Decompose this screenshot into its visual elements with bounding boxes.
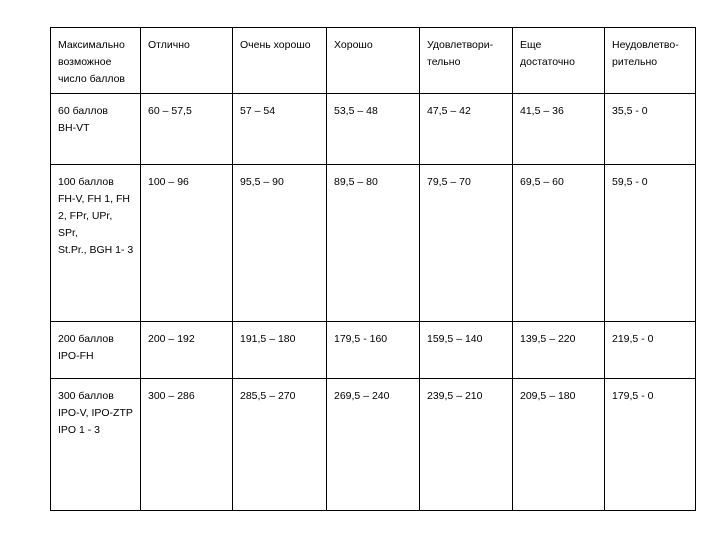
table-cell: 69,5 – 60	[513, 165, 605, 322]
table-cell: 47,5 – 42	[420, 94, 513, 165]
grading-table	[50, 27, 696, 511]
table-cell: 57 – 54	[233, 94, 327, 165]
table-cell: 59,5 - 0	[605, 165, 696, 322]
table-cell: 191,5 – 180	[233, 322, 327, 379]
table-cell: 139,5 – 220	[513, 322, 605, 379]
table-cell: 60 – 57,5	[141, 94, 233, 165]
row-label: 60 баллов BH-VT	[51, 94, 141, 165]
table-cell: 219,5 - 0	[605, 322, 696, 379]
header-very-good: Очень хорошо	[233, 28, 327, 94]
table-cell: 179,5 - 160	[327, 322, 420, 379]
table-cell: 209,5 – 180	[513, 379, 605, 511]
table-cell: 269,5 – 240	[327, 379, 420, 511]
table-row	[51, 322, 696, 379]
row-label: 200 баллов IPO-FH	[51, 322, 141, 379]
table-cell: 285,5 – 270	[233, 379, 327, 511]
header-satisfactory: Удовлетвори- тельно	[420, 28, 513, 94]
table-cell: 179,5 - 0	[605, 379, 696, 511]
row-label: 300 баллов IPO-V, IPO-ZTP IPO 1 - 3	[51, 379, 141, 511]
header-sufficient: Еще достаточно	[513, 28, 605, 94]
table-cell: 300 – 286	[141, 379, 233, 511]
table-cell: 159,5 – 140	[420, 322, 513, 379]
table-row	[51, 379, 696, 511]
table-cell: 200 – 192	[141, 322, 233, 379]
table-cell: 100 – 96	[141, 165, 233, 322]
table-row	[51, 94, 696, 165]
table-cell: 35,5 - 0	[605, 94, 696, 165]
table-cell: 41,5 – 36	[513, 94, 605, 165]
table-cell: 95,5 – 90	[233, 165, 327, 322]
header-unsatisfactory: Неудовлетво- рительно	[605, 28, 696, 94]
table-cell: 239,5 – 210	[420, 379, 513, 511]
header-max-points: Максимально возможное число баллов	[51, 28, 141, 94]
table-row	[51, 165, 696, 322]
table-cell: 53,5 – 48	[327, 94, 420, 165]
table-cell: 89,5 – 80	[327, 165, 420, 322]
table-cell: 79,5 – 70	[420, 165, 513, 322]
header-row	[51, 28, 696, 94]
header-good: Хорошо	[327, 28, 420, 94]
header-excellent: Отлично	[141, 28, 233, 94]
row-label: 100 баллов FH-V, FH 1, FH 2, FPr, UPr, SPr, St.Pr., BGH 1- 3	[51, 165, 141, 322]
